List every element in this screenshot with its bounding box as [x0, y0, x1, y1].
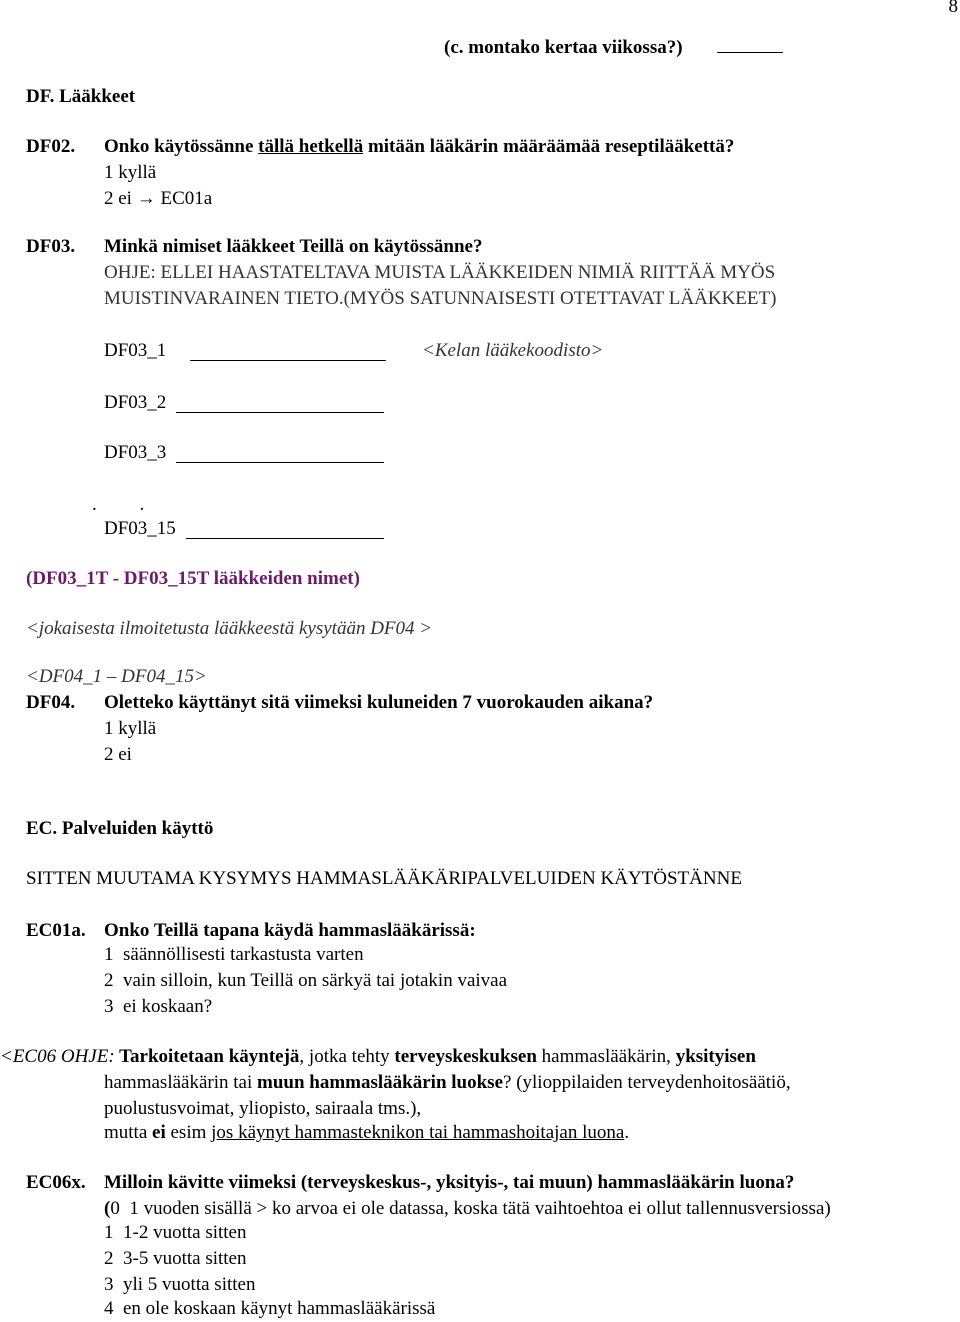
ec06x-note: (0 1 vuoden sisällä > ko arvoa ei ole datassa, koska tätä vaihtoehtoa ei ollut tallennusversiossa) [104, 1198, 831, 1219]
df03-field-1-label: DF03_1 [104, 340, 167, 361]
ec06x-code: EC06x. [26, 1172, 86, 1193]
df03-field-1-blank[interactable] [190, 344, 386, 361]
section-title-ec: EC. Palveluiden käyttö [26, 818, 214, 839]
df02-code: DF02. [26, 136, 76, 157]
df04-code: DF04. [26, 692, 76, 713]
df03-question: Minkä nimiset lääkkeet Teillä on käytössänne? [104, 236, 483, 257]
df03-names-note: (DF03_1T - DF03_15T lääkkeiden nimet) [26, 568, 360, 589]
codebook-note: <Kelan lääkekoodisto> [422, 340, 604, 361]
df04-option-1: 1 kyllä [104, 718, 157, 739]
weekly-count-blank[interactable] [717, 36, 783, 53]
ec01a-code: EC01a. [26, 920, 86, 941]
weekly-count-question [444, 36, 783, 59]
df03-field-2-label: DF03_2 [104, 392, 167, 413]
df02-goto: EC01a [160, 188, 213, 209]
weekly-count-label: (c. montako kertaa viikossa?) [444, 37, 683, 58]
section-ec-intro: SITTEN MUUTAMA KYSYMYS HAMMASLÄÄKÄRIPALVELUIDEN KÄYTÖSTÄNNE [26, 868, 742, 889]
df03-field-3-blank[interactable] [176, 446, 384, 463]
df03-range-note: <DF04_1 – DF04_15> [26, 666, 207, 687]
df04-option-2: 2 ei [104, 744, 132, 765]
df04-question: Oletteko käyttänyt sitä viimeksi kuluneiden 7 vuorokauden aikana? [104, 692, 654, 713]
df03-field-15-label: DF03_15 [104, 518, 176, 539]
df03-ask-note: <jokaisesta ilmoitetusta lääkkeestä kysytään DF04 > [26, 618, 433, 639]
ec01a-option-2: 2 vain silloin, kun Teillä on särkyä tai jotakin vaivaa [104, 970, 508, 991]
df02-question: Onko käytössänne tällä hetkellä mitään lääkärin määräämää reseptilääkettä? [104, 136, 735, 157]
ec06x-option-4: 4 en ole koskaan käynyt hammaslääkärissä [104, 1298, 436, 1319]
ec06-note-line-2: hammaslääkärin tai muun hammaslääkärin luokse? (ylioppilaiden terveydenhoitosäätiö, [104, 1072, 791, 1093]
df03-field-2-blank[interactable] [176, 396, 384, 413]
arrow-right-icon: → [136, 188, 156, 209]
ec06-note-line-4: mutta ei esim jos käynyt hammasteknikon tai hammashoitajan luona. [104, 1122, 630, 1143]
ec06-note-line-3: puolustusvoimat, yliopisto, sairaala tms.), [104, 1098, 422, 1119]
df03-field-15-blank[interactable] [186, 522, 384, 539]
page-number: 8 [948, 0, 958, 17]
df03-instruction-2: MUISTINVARAINEN TIETO.(MYÖS SATUNNAISESTI OTETTAVAT LÄÄKKEET) [104, 288, 777, 309]
ec01a-option-3: 3 ei koskaan? [104, 996, 213, 1017]
ec06-note-line-1: <EC06 OHJE: Tarkoitetaan käyntejä, jotka tehty terveyskeskuksen hammaslääkärin, yksityisen [0, 1046, 756, 1067]
ec06x-question: Milloin kävitte viimeksi (terveyskeskus-, yksityis-, tai muun) hammaslääkärin luona? [104, 1172, 795, 1193]
ec06x-option-2: 2 3-5 vuotta sitten [104, 1248, 247, 1269]
ec06x-option-3: 3 yli 5 vuotta sitten [104, 1274, 256, 1295]
df02-option-2: 2 ei → EC01a [104, 188, 213, 209]
df03-field-3-label: DF03_3 [104, 442, 167, 463]
df03-instruction-1: OHJE: ELLEI HAASTATELTAVA MUISTA LÄÄKKEIDEN NIMIÄ RIITTÄÄ MYÖS [104, 262, 776, 283]
df03-code: DF03. [26, 236, 76, 257]
df02-option-1: 1 kyllä [104, 162, 157, 183]
section-title-df: DF. Lääkkeet [26, 86, 136, 107]
ec01a-option-1: 1 säännöllisesti tarkastusta varten [104, 944, 364, 965]
df03-ellipsis: . . [92, 494, 145, 515]
ec06x-option-1: 1 1-2 vuotta sitten [104, 1222, 247, 1243]
ec01a-question: Onko Teillä tapana käydä hammaslääkärissä: [104, 920, 476, 941]
